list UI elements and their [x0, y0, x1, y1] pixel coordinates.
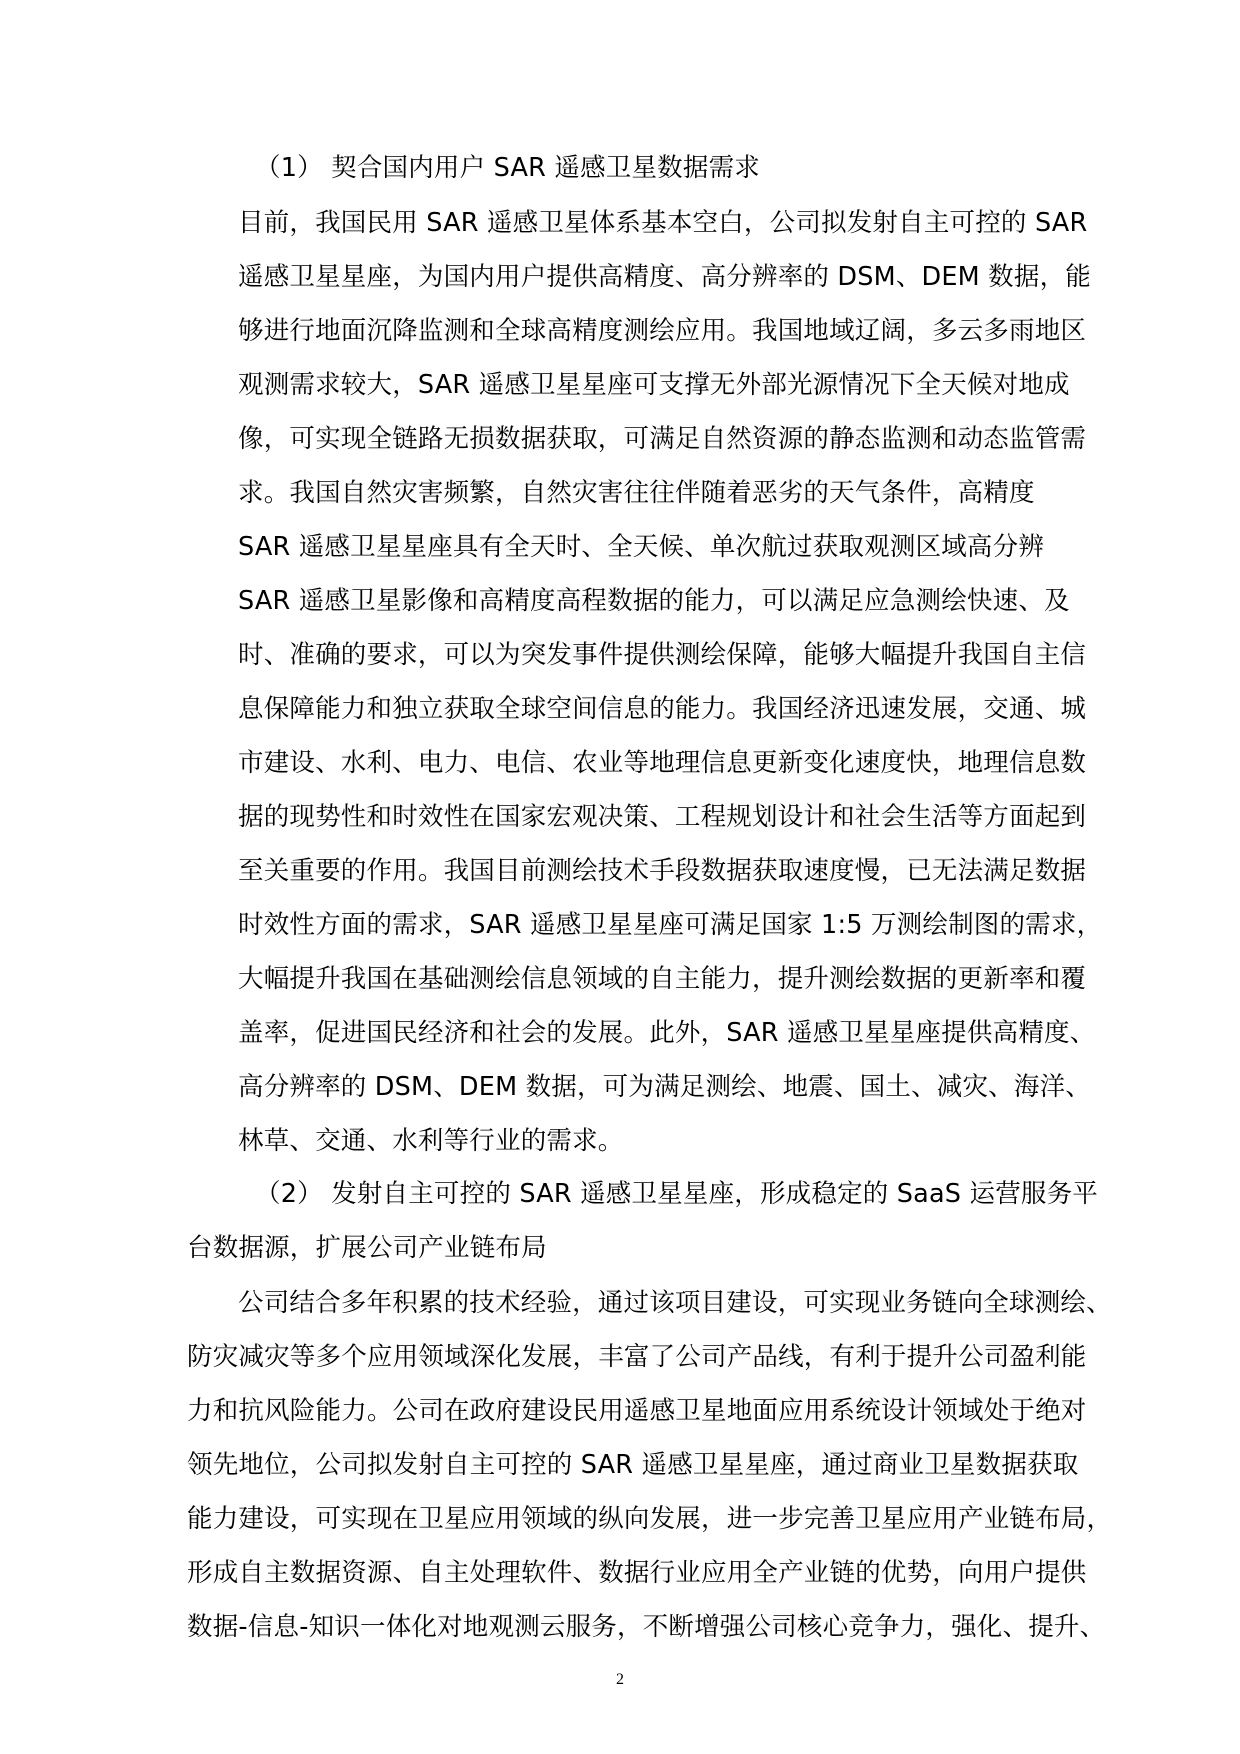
paragraph-line: 观测需求较大，SAR 遥感卫星星座可支撑无外部光源情况下全天候对地成 [238, 370, 1070, 400]
paragraph-line: 据的现势性和时效性在国家宏观决策、工程规划设计和社会生活等方面起到 [238, 802, 1087, 832]
paragraph-line: 盖率，促进国民经济和社会的发展。此外，SAR 遥感卫星星座提供高精度、 [238, 1018, 1096, 1048]
heading-line: （2） 发射自主可控的 SAR 遥感卫星星座，形成稳定的 SaaS 运营服务平 [255, 1179, 1099, 1209]
paragraph-line: SAR 遥感卫星影像和高精度高程数据的能力，可以满足应急测绘快速、及 [238, 586, 1070, 616]
paragraph-line: 高分辨率的 DSM、DEM 数据，可为满足测绘、地震、国土、减灾、海洋、 [238, 1072, 1091, 1102]
paragraph-line: 息保障能力和独立获取全球空间信息的能力。我国经济迅速发展，交通、城 [238, 694, 1087, 724]
paragraph-line: 时效性方面的需求，SAR 遥感卫星星座可满足国家 1:5 万测绘制图的需求， [238, 910, 1103, 940]
page-number: 2 [616, 1671, 624, 1688]
paragraph-line: 至关重要的作用。我国目前测绘技术手段数据获取速度慢，已无法满足数据 [238, 856, 1087, 886]
paragraph-line: 数据-信息-知识一体化对地观测云服务，不断增强公司核心竞争力，强化、提升、 [187, 1612, 1106, 1642]
paragraph-line: 林草、交通、水利等行业的需求。 [238, 1126, 624, 1156]
paragraph-line: 像，可实现全链路无损数据获取，可满足自然资源的静态监测和动态监管需 [238, 424, 1087, 454]
paragraph-line: 时、准确的要求，可以为突发事件提供测绘保障，能够大幅提升我国自主信 [238, 640, 1087, 670]
paragraph-line: 遥感卫星星座，为国内用户提供高精度、高分辨率的 DSM、DEM 数据，能 [238, 262, 1091, 292]
paragraph-line: SAR 遥感卫星星座具有全天时、全天候、单次航过获取观测区域高分辨 [238, 532, 1045, 562]
paragraph-line: 求。我国自然灾害频繁，自然灾害往往伴随着恶劣的天气条件，高精度 [238, 478, 1035, 508]
paragraph-line: 力和抗风险能力。公司在政府建设民用遥感卫星地面应用系统设计领域处于绝对 [187, 1396, 1087, 1426]
paragraph-line: 公司结合多年积累的技术经验，通过该项目建设，可实现业务链向全球测绘、 [238, 1288, 1112, 1318]
section-heading-1: （1） 契合国内用户 SAR 遥感卫星数据需求 [255, 153, 760, 183]
paragraph-line: 能力建设，可实现在卫星应用领域的纵向发展，进一步完善卫星应用产业链布局， [187, 1504, 1113, 1534]
paragraph-line: 形成自主数据资源、自主处理软件、数据行业应用全产业链的优势，向用户提供 [187, 1558, 1087, 1588]
paragraph-line: 领先地位，公司拟发射自主可控的 SAR 遥感卫星星座，通过商业卫星数据获取 [187, 1450, 1079, 1480]
heading-line: 台数据源，扩展公司产业链布局 [187, 1233, 547, 1263]
paragraph-line: 目前，我国民用 SAR 遥感卫星体系基本空白，公司拟发射自主可控的 SAR [238, 208, 1088, 238]
paragraph-line: 市建设、水利、电力、电信、农业等地理信息更新变化速度快，地理信息数 [238, 748, 1087, 778]
paragraph-line: 防灾减灾等多个应用领域深化发展，丰富了公司产品线，有利于提升公司盈利能 [187, 1342, 1087, 1372]
paragraph-line: 大幅提升我国在基础测绘信息领域的自主能力，提升测绘数据的更新率和覆 [238, 964, 1087, 994]
paragraph-line: 够进行地面沉降监测和全球高精度测绘应用。我国地域辽阔，多云多雨地区 [238, 316, 1087, 346]
